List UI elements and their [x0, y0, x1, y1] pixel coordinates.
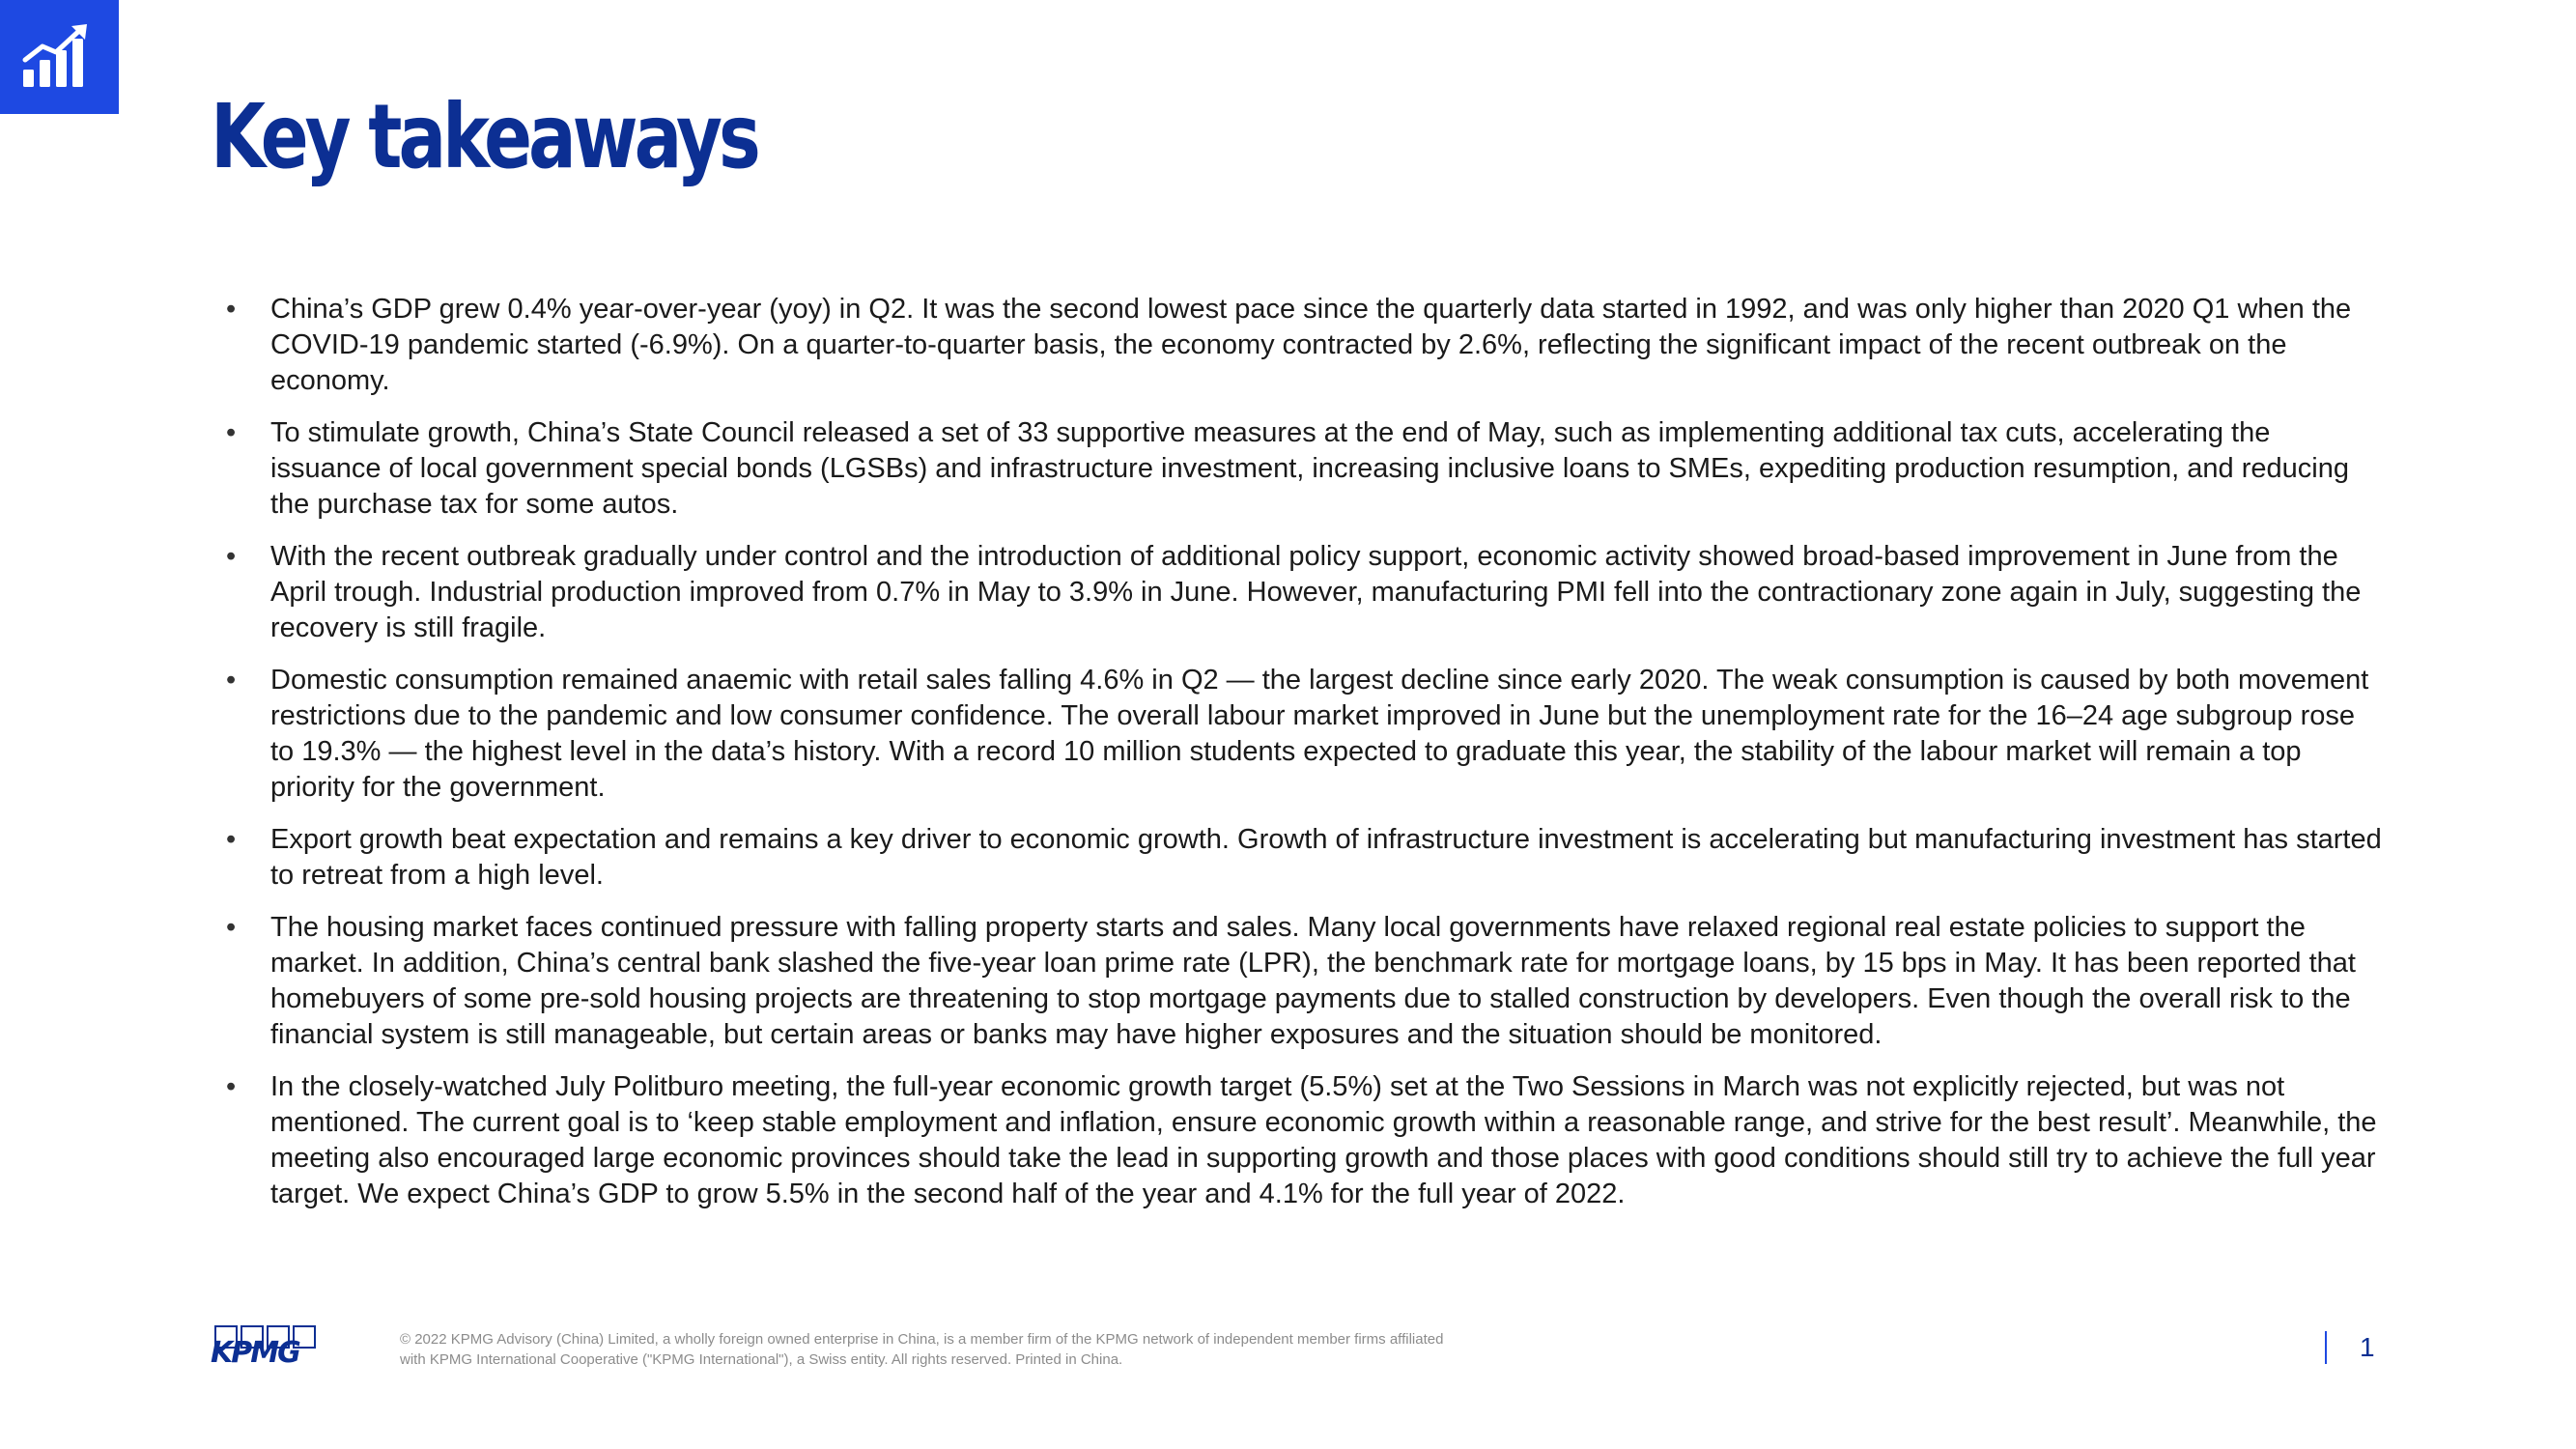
- bullet-dot-icon: •: [226, 541, 237, 572]
- takeaway-economic-activity: [222, 539, 2382, 646]
- takeaway-gdp-growth: [222, 292, 2382, 399]
- footer-divider: [2325, 1331, 2327, 1364]
- kpmg-logo: [211, 1325, 319, 1370]
- takeaway-text: To stimulate growth, China’s State Council released a set of 33 supportive measures at the end of May, such as implementing additional tax cuts, accelerating the issuance of local government special bonds (LGSBs) and infrastructure investment, increasing inclusive loans to SMEs, expediting production resumption, and reducing the purchase tax for some autos.: [270, 417, 2349, 520]
- takeaway-housing-market: [222, 910, 2382, 1053]
- page-number: 1: [2360, 1332, 2375, 1362]
- takeaway-export-investment: [222, 822, 2382, 894]
- bullet-dot-icon: •: [226, 294, 237, 325]
- bullet-dot-icon: •: [226, 1071, 237, 1102]
- takeaway-text: With the recent outbreak gradually under control and the introduction of additional policy support, economic activity showed broad-based improvement in June from the April trough. Industrial production improved from 0.7% in May to 3.9% in June. However, manufacturing PMI fell into the contractionary zone again in July, suggesting the recovery is still fragile.: [270, 541, 2362, 643]
- bullet-dot-icon: •: [226, 912, 237, 943]
- bullet-dot-icon: •: [226, 824, 237, 855]
- takeaway-text: China’s GDP grew 0.4% year-over-year (yoy) in Q2. It was the second lowest pace since the quarterly data started in 1992, and was only higher than 2020 Q1 when the COVID-19 pandemic started (-6.9%). On a quarter-to-quarter basis, the economy contracted by 2.6%, reflecting the significant impact of the recent outbreak on the economy.: [270, 294, 2352, 396]
- takeaway-text: In the closely-watched July Politburo meeting, the full-year economic growth target (5.5%) set at the Two Sessions in March was not explicitly rejected, but was not mentioned. The current goal is to ‘keep stable employment and inflation, ensure economic growth within a reasonable range, and strive for the best result’. Meanwhile, the meeting also encouraged large economic provinces should take the lead in supporting growth and those places with good conditions should still try to achieve the full year target. We expect China’s GDP to grow 5.5% in the second half of the year and 4.1% for the full year of 2022.: [270, 1071, 2377, 1209]
- kpmg-logo-wordmark: KPMG: [211, 1336, 299, 1370]
- bar-chart-growth-icon: [21, 23, 95, 89]
- takeaway-consumption-labour: [222, 663, 2382, 806]
- bullet-dot-icon: •: [226, 665, 237, 696]
- bullet-dot-icon: •: [226, 417, 237, 448]
- page-title: Key takeaways: [211, 85, 757, 188]
- header-icon-badge: [0, 0, 119, 114]
- takeaway-stimulus-measures: [222, 415, 2382, 523]
- takeaway-text: Export growth beat expectation and remains a key driver to economic growth. Growth of infrastructure investment is accelerating but manufacturing investment has started to retreat from a high level.: [270, 824, 2382, 891]
- takeaways-list: [222, 292, 2382, 1229]
- takeaway-politburo-meeting: [222, 1069, 2382, 1212]
- copyright-notice: © 2022 KPMG Advisory (China) Limited, a wholly foreign owned enterprise in China, is a member firm of the KPMG network of independent member firms affiliated with KPMG International Cooperative ("KPMG International"), a Swiss entity. All rights reserved. Printed in China.: [400, 1331, 1444, 1368]
- takeaway-text: Domestic consumption remained anaemic with retail sales falling 4.6% in Q2 — the largest decline since early 2020. The weak consumption is caused by both movement restrictions due to the pandemic and low consumer confidence. The overall labour market improved in June but the unemployment rate for the 16–24 age subgroup rose to 19.3% — the highest level in the data’s history. With a record 10 million students expected to graduate this year, the stability of the labour market will remain a top priority for the government.: [270, 665, 2369, 803]
- takeaway-text: The housing market faces continued pressure with falling property starts and sales. Many local governments have relaxed regional real estate policies to support the market. In addition, China’s central bank slashed the five-year loan prime rate (LPR), the benchmark rate for mortgage loans, by 15 bps in May. It has been reported that homebuyers of some pre-sold housing projects are threatening to stop mortgage payments due to stalled construction by developers. Even though the overall risk to the financial system is still manageable, but certain areas or banks may have higher exposures and the situation should be monitored.: [270, 912, 2356, 1050]
